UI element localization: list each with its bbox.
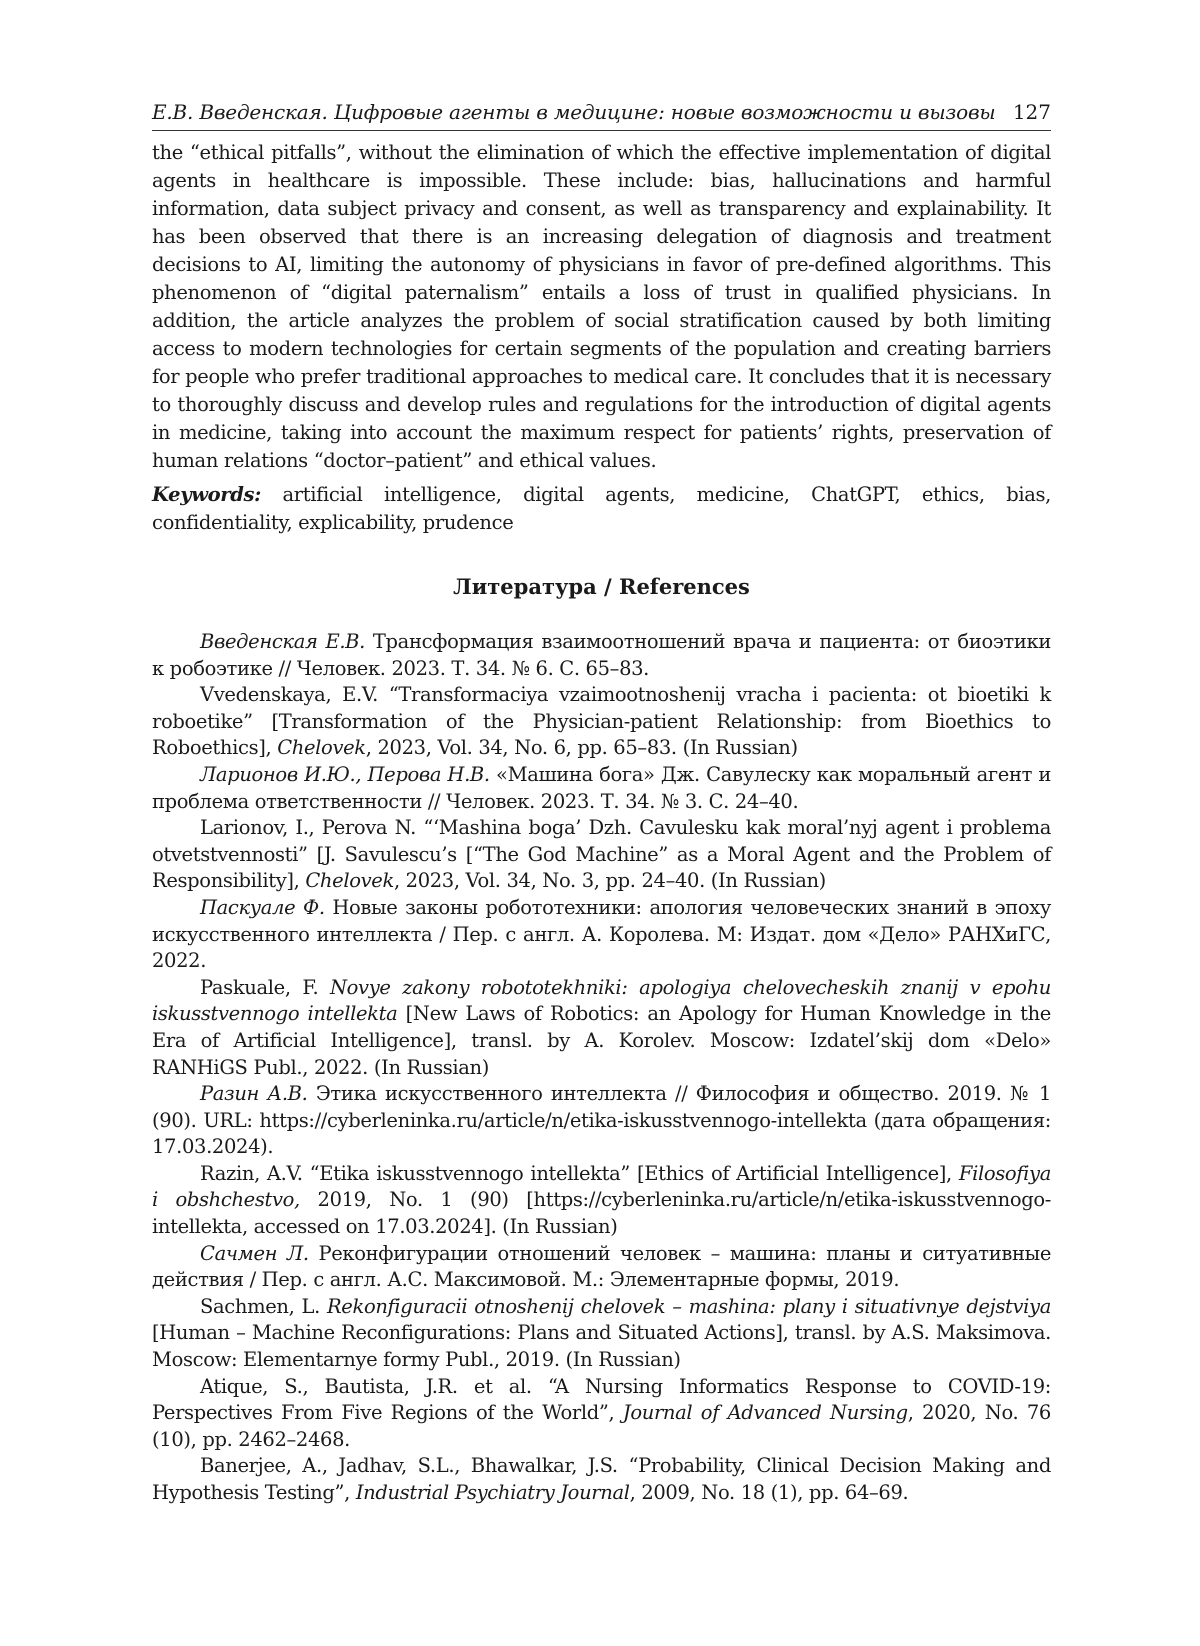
- reference-text: Atique, S., Bautista, J.R. et al. “A Nursing Informatics Response to COVID-19: Perspectives From Five Regions of the World”,: [152, 1374, 1051, 1425]
- reference-details: 2019, No. 1 (90) [https://cyberleninka.ru/article/n/etika-iskusstvennogo-intellekta, accessed on 17.03.2024]. (In Russian): [152, 1188, 1051, 1239]
- reference-source: Chelovek: [277, 736, 366, 760]
- reference-text: Larionov, I., Perova N. “‘Mashina boga’ Dzh. Cavulesku kak moral’nyj agent i problema otvetstvennosti” [J. Savulescu’s [“The God Machine” as a Moral Agent and the Problem of Responsibility],: [152, 816, 1051, 893]
- reference-text: Этика искусственного интеллекта // Философия и общество. 2019. № 1 (90). URL: https://cyberleninka.ru/article/n/etika-iskusstvennogo-intellekta (дата обращения: 17.03.2024).: [152, 1082, 1051, 1159]
- reference-author: Введенская Е.В.: [200, 630, 366, 653]
- reference-source: Chelovek: [305, 869, 394, 893]
- keywords-text: artificial intelligence, digital agents, medicine, ChatGPT, ethics, bias, confidentiality, explicability, prudence: [152, 483, 1051, 534]
- reference-item: [152, 1241, 1051, 1294]
- reference-source: Rekonfiguracii otnoshenij chelovek – mashina: plany i situativnye dejstviya: [326, 1294, 1051, 1318]
- reference-text: Трансформация взаимоотношений врача и пациента: от биоэтики к робоэтике // Человек. 2023. Т. 34. № 6. С. 65–83.: [152, 630, 1051, 680]
- reference-text: Vvedenskaya, E.V. “Transformaciya vzaimootnoshenij vracha i pacienta: ot bioetiki k roboetike” [Transformation of the Physician-patient Relationship: from Bioethics to Roboethics],: [152, 683, 1051, 760]
- reference-source: Industrial Psychiatry Journal: [355, 1481, 630, 1504]
- reference-item: [152, 682, 1051, 762]
- reference-text: Реконфигурации отношений человек – машина: планы и ситуативные действия / Пер. с англ. А.С. Максимовой. М.: Элементарные формы, 2019.: [152, 1241, 1052, 1292]
- reference-text: Paskuale, F.: [200, 975, 330, 999]
- reference-item: [152, 629, 1051, 682]
- reference-source: Filosofiya i obshchestvo,: [152, 1161, 1051, 1212]
- reference-item: [152, 1294, 1051, 1374]
- running-header: [152, 100, 1051, 131]
- reference-details: , 2020, No. 76 (10), pp. 2462–2468.: [152, 1401, 1051, 1451]
- reference-author: Сачмен Л.: [200, 1241, 309, 1265]
- reference-source: Novye zakony robototekhniki: apologiya chelovecheskih znanij v epohu iskusstvennogo intellekta: [152, 975, 1051, 1026]
- references-heading: Литература / References: [453, 574, 750, 599]
- reference-text: Razin, A.V. “Etika iskusstvennogo intellekta” [Ethics of Artificial Intelligence],: [200, 1161, 959, 1185]
- reference-text: Banerjee, A., Jadhav, S.L., Bhawalkar, J.S. “Probability, Clinical Decision Making and Hypothesis Testing”,: [152, 1454, 1051, 1504]
- reference-item: [152, 1081, 1051, 1161]
- abstract-paragraph: the “ethical pitfalls”, without the elimination of which the effective implementation of digital agents in healthcare is impossible. These include: bias, hallucinations and harmful information, data subject privacy and consent, as well as transparency and explainability. It has been observed that there is an increasing delegation of diagnosis and treatment decisions to AI, limiting the autonomy of physicians in favor of pre-defined algorithms. This phenomenon of “digital paternalism” entails a loss of trust in qualified physicians. In addition, the article analyzes the problem of social stratification caused by both limiting access to modern technologies for certain segments of the population and creating barriers for people who prefer traditional approaches to medical care. It concludes that it is necessary to thoroughly discuss and develop rules and regulations for the introduction of digital agents in medicine, taking into account the maximum respect for patients’ rights, preservation of human relations “doctor–patient” and ethical values.: [152, 141, 1051, 472]
- reference-author: Ларионов И.Ю., Перова Н.В.: [200, 762, 490, 786]
- reference-author: Паскуале Ф.: [200, 895, 325, 919]
- page: [152, 100, 1051, 1507]
- reference-details: , 2023, Vol. 34, No. 6, pp. 65–83. (In Russian): [365, 736, 798, 760]
- reference-item: [152, 815, 1051, 895]
- reference-item: [152, 1161, 1051, 1241]
- reference-list: [152, 629, 1051, 1507]
- reference-item: [152, 762, 1051, 815]
- keywords-paragraph: [152, 481, 1051, 537]
- reference-item: [152, 895, 1051, 975]
- reference-item: [152, 1374, 1051, 1454]
- reference-item: [152, 1453, 1051, 1506]
- reference-source: Journal of Advanced Nursing: [622, 1401, 908, 1425]
- reference-item: [152, 975, 1051, 1081]
- running-title: Е.В. Введенская. Цифровые агенты в медицине: новые возможности и вызовы: [152, 100, 996, 124]
- reference-details: , 2023, Vol. 34, No. 3, pp. 24–40. (In Russian): [393, 869, 826, 893]
- reference-details: , 2009, No. 18 (1), pp. 64–69.: [629, 1481, 909, 1504]
- reference-details: [Human – Machine Reconfigurations: Plans and Situated Actions], transl. by A.S. Maksimova. Moscow: Elementarnye formy Publ., 2019. (In Russian): [152, 1321, 1051, 1372]
- reference-text: «Машина бога» Дж. Савулеску как моральный агент и проблема ответственности // Человек. 2023. Т. 34. № 3. С. 24–40.: [152, 762, 1051, 813]
- reference-details: [New Laws of Robotics: an Apology for Human Knowledge in the Era of Artificial Intelligence], transl. by A. Korolev. Moscow: Izdatel’skij dom «Delo» RANHiGS Publ., 2022. (In Russian): [152, 1002, 1051, 1079]
- keywords-label: Keywords:: [152, 483, 261, 506]
- reference-text: Sachmen, L.: [200, 1294, 327, 1318]
- reference-text: Новые законы робототехники: апология человеческих знаний в эпоху искусственного интеллекта / Пер. с англ. А. Королева. М: Издат. дом «Дело» РАНХиГС, 2022.: [152, 895, 1051, 973]
- reference-author: Разин А.В.: [200, 1082, 308, 1106]
- page-number: 127: [1012, 100, 1051, 124]
